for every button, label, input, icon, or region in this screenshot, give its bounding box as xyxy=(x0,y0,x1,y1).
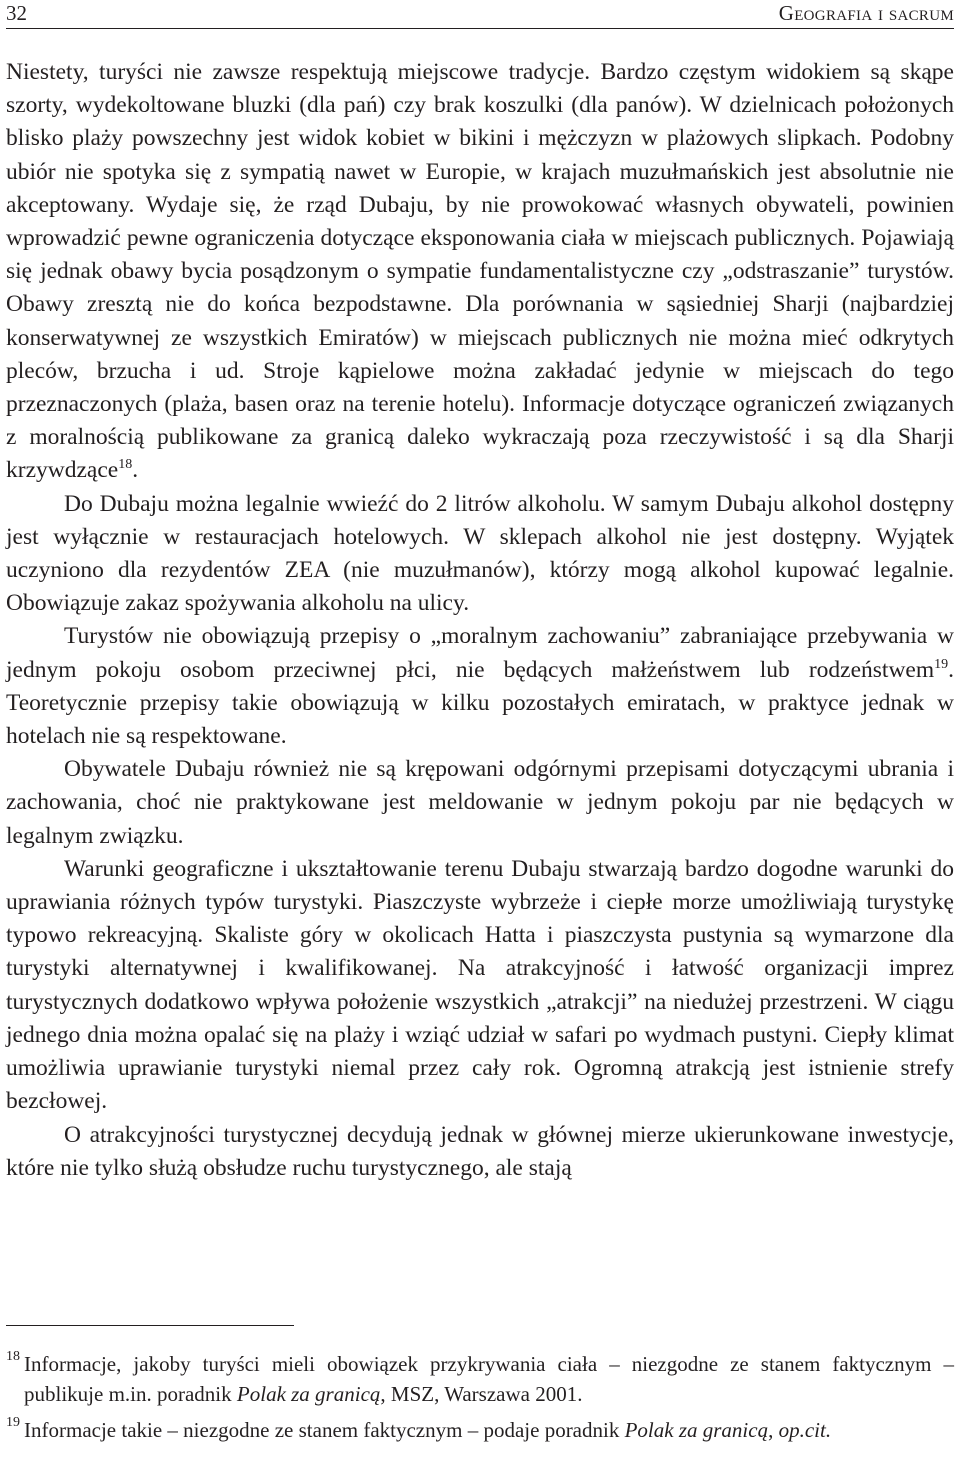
running-header xyxy=(6,0,954,29)
paragraph xyxy=(6,1119,954,1185)
paragraph xyxy=(6,56,954,488)
text-run: Do Dubaju można legalnie wwieźć do 2 litrów alkoholu. W samym Dubaju alkohol dostępny jest wyłącznie w restauracjach hotelowych. W sklepach alkohol nie jest dostępny. Wyjątek uczyniono dla rezydentów ZEA (nie muzułmanów), którzy mogą alkohol kupować legalnie. Obowiązuje zakaz spożywania alkoholu na ulicy. xyxy=(6,490,954,617)
italic-title: Polak za granicą xyxy=(624,1418,769,1442)
running-title: Geografia i sacrum xyxy=(778,1,954,25)
text-run: O atrakcyjności turystycznej decydują jednak w głównej mierze ukierunkowane inwestycje, które nie tylko służą obsłudze ruchu turystycznego, ale stają xyxy=(6,1121,954,1181)
text-run: Informacje, jakoby turyści mieli obowiązek przykrywania ciała – niezgodne ze stanem faktycznym – publikuje m.in. poradnik xyxy=(24,1352,954,1406)
footnote-number: 18 xyxy=(6,1349,20,1364)
text-run: Turystów nie obowiązują przepisy o „moralnym zachowaniu” zabraniające przebywania w jednym pokoju osobom przeciwnej płci, nie będących małżeństwem lub rodzeństwem xyxy=(6,623,954,683)
text-run: , xyxy=(768,1418,779,1442)
page-number: 32 xyxy=(6,1,27,25)
footnote xyxy=(6,1349,954,1409)
paragraph xyxy=(6,853,954,1119)
text-run: Informacje takie – niezgodne ze stanem faktycznym – podaje poradnik xyxy=(24,1418,625,1442)
text-run: . Teoretycznie przepisy takie obowiązują w kilku pozostałych emiratach, w praktyce jednak w hotelach nie są respektowane. xyxy=(6,656,954,750)
italic-title: Polak za granicą xyxy=(236,1382,381,1406)
text-run: Obywatele Dubaju również nie są krępowani odgórnymi przepisami dotyczącymi ubrania i zachowania, choć nie praktykowane jest meldowanie w jednym pokoju par nie będących w legalnym związku. xyxy=(6,756,954,849)
text-run: Warunki geograficzne i ukształtowanie terenu Dubaju stwarzają bardzo dogodne warunki do uprawiania różnych typów turystyki. Piaszczyste wybrzeże i ciepłe morze umożliwiają turystykę typowo rekreacyjną. Skaliste góry w okolicach Hatta i piaszczysta pustynia są wymarzone dla turystyki alternatywnej i kwalifikowanej. Na atrakcyjność i łatwość organizacji imprez turystycznych dodatkowo wpływa położenie wszystkich „atrakcji” na niedużej przestrzeni. W ciągu jednego dnia można opalać się na plaży i wziąć udział w safari po wydmach pustyni. Ciepły klimat umożliwia uprawianie turystyki niemal przez cały rok. Ogromną atrakcją jest istnienie strefy bezcłowej. xyxy=(6,855,954,1115)
footnote-reference: 19 xyxy=(934,656,949,672)
paragraph xyxy=(6,488,954,621)
body-text xyxy=(6,56,954,1185)
paragraph xyxy=(6,753,954,853)
footnote xyxy=(6,1415,954,1445)
footnote-number: 19 xyxy=(6,1415,20,1430)
text-run: , MSZ, Warszawa 2001. xyxy=(380,1382,583,1406)
footnotes xyxy=(6,1349,954,1451)
paragraph xyxy=(6,620,954,753)
footnote-separator xyxy=(6,1325,294,1326)
text-run: Niestety, turyści nie zawsze respektują miejscowe tradycje. Bardzo częstym widokiem są skąpe szorty, wydekoltowane bluzki (dla pań) czy brak koszulki (dla panów). W dzielnicach położonych blisko plaży powszechny jest widok kobiet w bikini i mężczyzn w plażowych slipkach. Podobny ubiór nie spotyka się z sympatią nawet w Europie, w krajach muzułmańskich jest absolutnie nie akceptowany. Wydaje się, że rząd Dubaju, by nie prowokować własnych obywateli, powinien wprowadzić pewne ograniczenia dotyczące eksponowania ciała w miejscach publicznych. Pojawiają się jednak obawy bycia posądzonym o sympatie fundamentalistyczne czy „odstraszanie” turystów. Obawy zresztą nie do końca bezpodstawne. Dla porównania w sąsiedniej Sharji (najbardziej konserwatywnej ze wszystkich Emiratów) w miejscach publicznych nie można mieć odkrytych pleców, brzucha i ud. Stroje kąpielowe można zakładać jedynie w miejscach do tego przeznaczonych (plaża, basen oraz na terenie hotelu). Informacje dotyczące ograniczeń związanych z moralnością publikowane za granicą daleko wykraczają poza rzeczywistość i są dla Sharji krzywdzące xyxy=(6,59,954,484)
italic-title: op.cit. xyxy=(778,1418,832,1442)
footnote-reference: 18 xyxy=(118,457,133,473)
text-run: . xyxy=(132,457,139,484)
